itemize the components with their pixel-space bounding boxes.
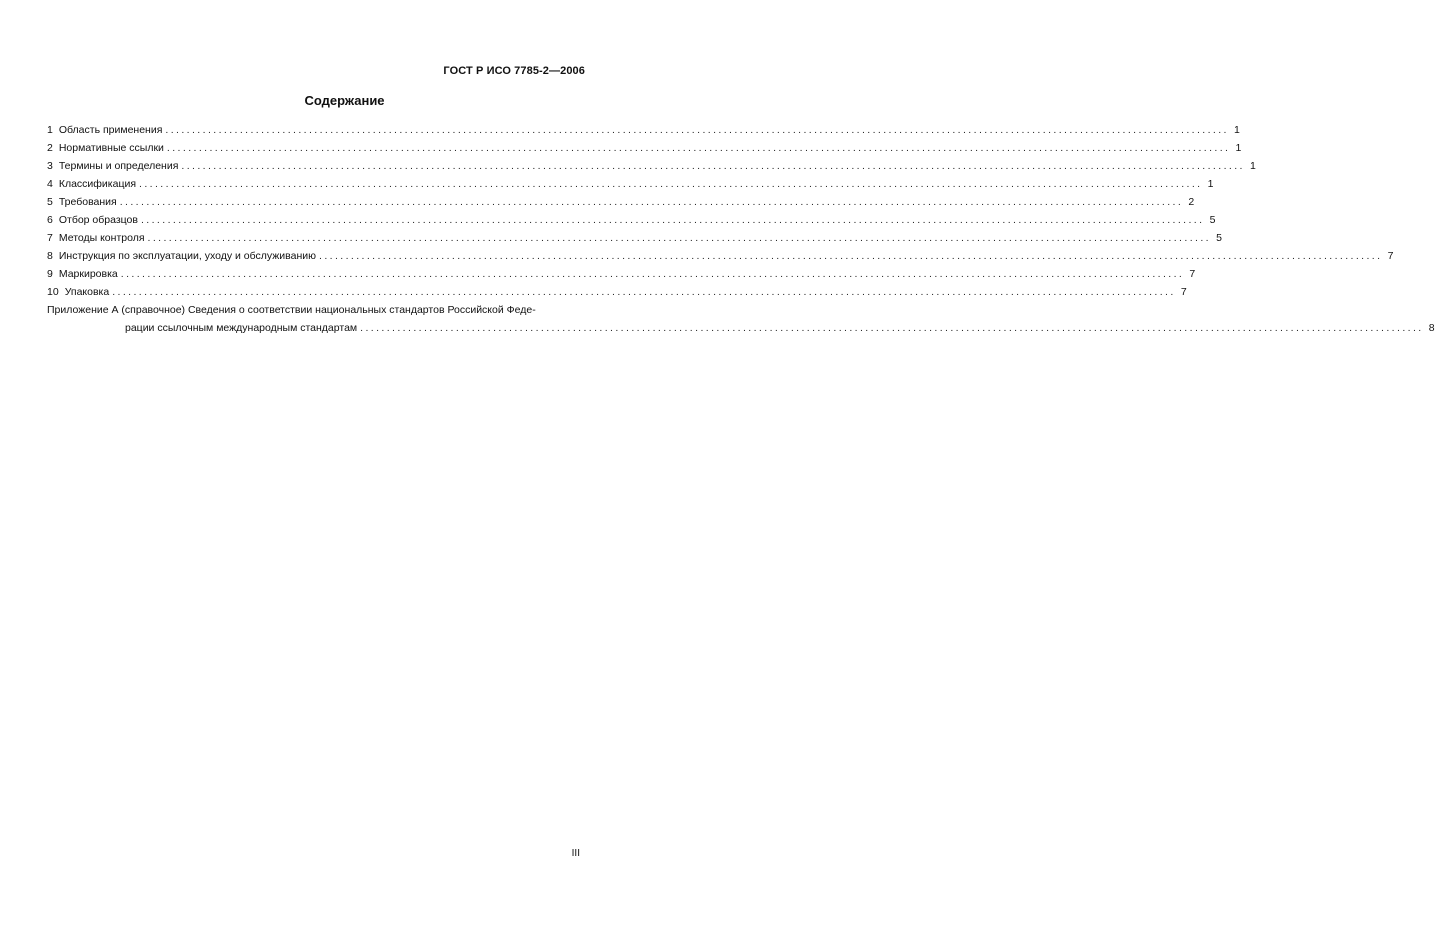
toc-entry-number: 1 xyxy=(47,124,53,136)
toc-entry-number: 2 xyxy=(47,142,53,154)
toc-leader-dots: ........................................................................................................................................................................................................ xyxy=(139,178,1203,190)
toc-entry-number: 8 xyxy=(47,250,53,262)
toc-entry[interactable] xyxy=(47,193,1195,211)
toc-leader-dots: ........................................................................................................................................................................................................ xyxy=(120,268,1185,280)
toc-entry-label: Термины и определения xyxy=(58,160,179,172)
toc-entry-number: 4 xyxy=(47,178,53,190)
toc-leader-dots: ........................................................................................................................................................................................................ xyxy=(112,286,1176,298)
toc-entry-number: 10 xyxy=(47,286,59,298)
toc-entry[interactable] xyxy=(47,229,1222,247)
page-number: III xyxy=(571,848,580,859)
toc-leader-dots: ........................................................................................................................................................................................................ xyxy=(165,124,1229,136)
toc-entry-page: 5 xyxy=(1209,214,1216,226)
toc-entry-label: Отбор образцов xyxy=(58,214,138,226)
toc-entry-label: Упаковка xyxy=(64,286,110,298)
toc-leader-dots: ........................................................................................................................................................................................................ xyxy=(119,196,1184,208)
toc-entry[interactable] xyxy=(47,121,1240,139)
toc-entry-label: Нормативные ссылки xyxy=(58,142,164,154)
toc-entry-page: 1 xyxy=(1235,142,1242,154)
toc-leader-dots: ........................................................................................................................................................................................................ xyxy=(166,142,1231,154)
table-of-contents xyxy=(47,121,1435,337)
toc-entry[interactable] xyxy=(47,175,1214,193)
toc-annex-page: 8 xyxy=(1428,322,1435,334)
toc-entry[interactable] xyxy=(47,139,1242,157)
toc-entry-number: 9 xyxy=(47,268,53,280)
toc-entry-page: 1 xyxy=(1234,124,1240,136)
toc-leader-dots: ........................................................................................................................................................................................................ xyxy=(360,322,1424,334)
toc-entry-label: Маркировка xyxy=(58,268,118,280)
document-code: ГОСТ Р ИСО 7785-2—2006 xyxy=(443,65,585,77)
toc-entry-page: 5 xyxy=(1216,232,1222,244)
toc-leader-dots: ........................................................................................................................................................................................................ xyxy=(181,160,1245,172)
toc-entry[interactable] xyxy=(47,265,1196,283)
toc-entry[interactable] xyxy=(47,157,1256,175)
toc-leader-dots: ........................................................................................................................................................................................................ xyxy=(147,232,1211,244)
toc-entry-page: 1 xyxy=(1207,178,1214,190)
toc-entry[interactable] xyxy=(47,211,1216,229)
toc-entry-number: 3 xyxy=(47,160,53,172)
toc-entry-page: 7 xyxy=(1180,286,1187,298)
toc-leader-dots: ........................................................................................................................................................................................................ xyxy=(319,250,1383,262)
toc-entry-number: 6 xyxy=(47,214,53,226)
toc-annex-label: рации ссылочным международным стандартам xyxy=(125,322,358,334)
toc-entry-number: 7 xyxy=(47,232,53,244)
toc-entry-number: 5 xyxy=(47,196,53,208)
toc-entry-page: 7 xyxy=(1387,250,1394,262)
toc-entry[interactable] xyxy=(47,247,1394,265)
toc-entry-page: 7 xyxy=(1189,268,1196,280)
toc-entry-page: 1 xyxy=(1250,160,1256,172)
toc-entry[interactable] xyxy=(47,283,1187,301)
toc-entry-label: Область применения xyxy=(58,124,163,136)
toc-entry-label: Инструкция по эксплуатации, уходу и обслуживанию xyxy=(58,250,316,262)
toc-leader-dots: ........................................................................................................................................................................................................ xyxy=(140,214,1205,226)
toc-annex-line2[interactable] xyxy=(47,319,1435,337)
toc-title: Содержание xyxy=(304,93,385,108)
toc-entry-label: Методы контроля xyxy=(58,232,145,244)
toc-annex-line1[interactable]: Приложение А (справочное) Сведения о соответствии национальных стандартов Российской Феде- xyxy=(47,304,536,316)
toc-entry-label: Требования xyxy=(58,196,117,208)
toc-entry-page: 2 xyxy=(1188,196,1195,208)
toc-entry-label: Классификация xyxy=(58,178,137,190)
